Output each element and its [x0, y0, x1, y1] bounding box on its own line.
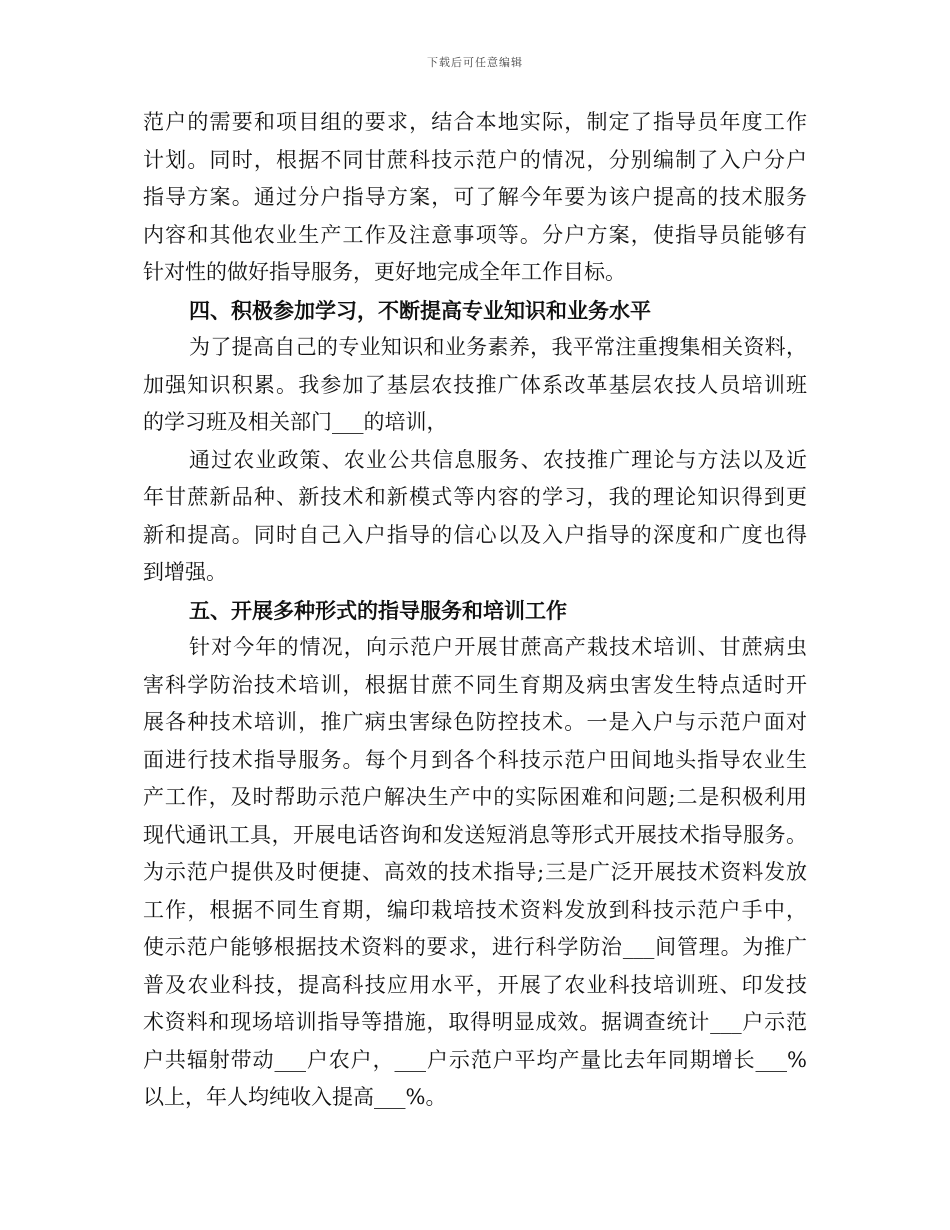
- text-line: 针对性的做好指导服务，更好地完成全年工作目标。: [143, 260, 626, 284]
- text-line: 内容和其他农业生产工作及注意事项等。分户方案，使指导员能够有: [143, 222, 807, 247]
- text-line: 普及农业科技，提高科技应用水平，开展了农业科技培训班、印发技: [143, 972, 807, 997]
- text-line: 指导方案。通过分户指导方案，可了解今年要为该户提高的技术服务: [143, 185, 807, 209]
- text-line: 加强知识积累。我参加了基层农技推广体系改革基层农技人员培训班: [143, 372, 807, 397]
- text-line: 产工作，及时帮助示范户解决生产中的实际困难和问题;二是积极利用: [143, 785, 807, 809]
- text-line: 的学习班及相关部门___的培训，: [143, 410, 448, 434]
- paragraph: [143, 442, 807, 592]
- text-line: 到增强。: [143, 560, 227, 584]
- text-line: 术资料和现场培训指导等措施，取得明显成效。据调查统计___户示范: [143, 1010, 807, 1034]
- text-line: 工作，根据不同生育期，编印栽培技术资料发放到科技示范户手中，: [143, 897, 807, 922]
- text-line: 计划。同时，根据不同甘蔗科技示范户的情况，分别编制了入户分户: [143, 147, 807, 172]
- page-header: 下载后可任意编辑: [427, 56, 523, 69]
- text-line: 户共辐射带动___户农户，___户示范户平均产量比去年同期增长___%: [143, 1047, 807, 1072]
- text-line: 为了提高自己的专业知识和业务素养，我平常注重搜集相关资料，: [189, 335, 807, 359]
- text-line: 以上，年人均纯收入提高___%。: [143, 1085, 447, 1109]
- text-line: 为示范户提供及时便捷、高效的技术指导;三是广泛开展技术资料发放: [143, 860, 807, 884]
- paragraph: [143, 329, 807, 442]
- text-line: 年甘蔗新品种、新技术和新模式等内容的学习，我的理论知识得到更: [143, 485, 807, 509]
- text-line: 现代通讯工具，开展电话咨询和发送短消息等形式开展技术指导服务。: [143, 822, 807, 847]
- text-line: 使示范户能够根据技术资料的要求，进行科学防治___间管理。为推广: [143, 935, 807, 959]
- text-line: 通过农业政策、农业公共信息服务、农技推广理论与方法以及近: [189, 447, 807, 472]
- section-heading: 四、积极参加学习，不断提高专业知识和业务水平: [189, 297, 651, 323]
- text-line: 展各种技术培训，推广病虫害绿色防控技术。一是入户与示范户面对: [143, 710, 807, 734]
- document-body: [143, 104, 807, 1117]
- text-line: 面进行技术指导服务。每个月到各个科技示范户田间地头指导农业生: [143, 747, 807, 772]
- section-heading: 五、开展多种形式的指导服务和培训工作: [189, 597, 567, 623]
- paragraph: [143, 104, 807, 292]
- text-line: 新和提高。同时自己入户指导的信心以及入户指导的深度和广度也得: [143, 522, 807, 547]
- text-line: 范户的需要和项目组的要求，结合本地实际，制定了指导员年度工作: [143, 110, 807, 134]
- text-line: 针对今年的情况，向示范户开展甘蔗高产栽技术培训、甘蔗病虫: [189, 635, 807, 659]
- text-line: 害科学防治技术培训，根据甘蔗不同生育期及病虫害发生特点适时开: [143, 672, 807, 697]
- paragraph: [143, 629, 807, 1117]
